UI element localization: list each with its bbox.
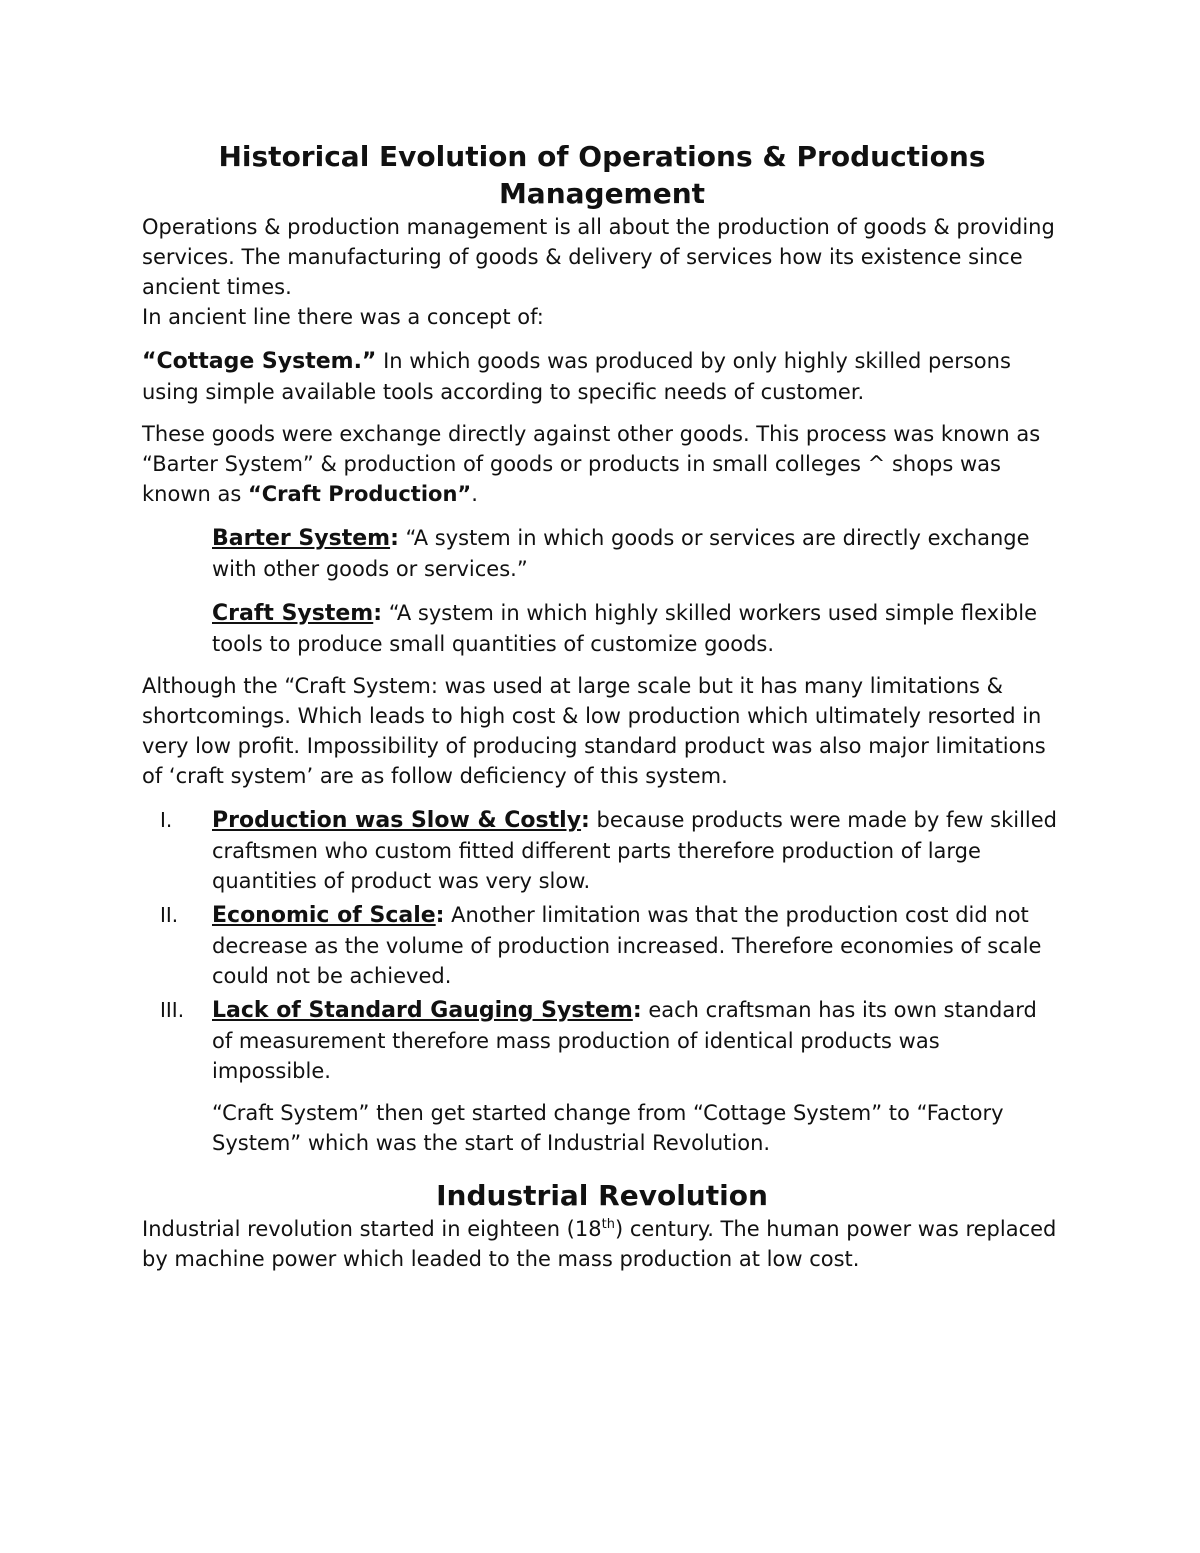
list-item bbox=[142, 900, 1062, 991]
intro-paragraph: Operations & production management is all about the production of goods & providing services. The manufacturing of goods & delivery of services how its existence since ancient times. bbox=[142, 215, 1055, 299]
definition-text: “A system in which highly skilled workers used simple flexible tools to produce small quantities of customize goods. bbox=[212, 601, 1037, 656]
definition-barter-system bbox=[212, 523, 1062, 584]
limitations-intro-paragraph: Although the “Craft System: was used at large scale but it has many limitations & shortcomings. Which leads to high cost & low production which ultimately resorted in very low profit. Impossibility of producing standard product was also major limitations of ‘craft system’ are as follow deficiency of this system. bbox=[142, 674, 1046, 788]
limitation-colon: : bbox=[581, 808, 590, 833]
definition-craft-system bbox=[212, 598, 1062, 659]
cottage-system-text: In which goods was produced by only highly skilled persons using simple available tools according to specific needs of customer. bbox=[142, 349, 1011, 404]
intro-concept-line: In ancient line there was a concept of: bbox=[142, 305, 544, 329]
limitation-colon: : bbox=[435, 903, 445, 928]
industrial-text-after: ) century. The human power was replaced by machine power which leaded to the mass production at low cost. bbox=[142, 1217, 1057, 1271]
limitations-list bbox=[142, 805, 1062, 1086]
barter-paragraph-end: . bbox=[471, 482, 478, 506]
barter-paragraph bbox=[142, 419, 1062, 509]
document-page bbox=[142, 138, 1062, 1274]
definition-term: Craft System bbox=[212, 601, 374, 626]
document-title: Historical Evolution of Operations & Productions Management bbox=[218, 140, 986, 210]
limitation-term: Economic of Scale bbox=[212, 903, 436, 928]
industrial-revolution-paragraph bbox=[142, 1214, 1062, 1274]
list-numeral: I. bbox=[160, 808, 173, 832]
industrial-text-before: Industrial revolution started in eighteen (18 bbox=[142, 1217, 602, 1241]
transition-paragraph: “Craft System” then get started change from “Cottage System” to “Factory System” which was the start of Industrial Revolution. bbox=[212, 1101, 1004, 1155]
barter-paragraph-text: These goods were exchange directly against other goods. This process was known as “Barter System” & production of goods or products in small colleges ^ shops was known as bbox=[142, 422, 1041, 506]
limitation-text: each craftsman has its own standard of measurement therefore mass production of identical products was impossible. bbox=[212, 998, 1037, 1083]
cottage-system-lead: “Cottage System.” bbox=[142, 349, 377, 374]
limitation-colon: : bbox=[632, 998, 642, 1023]
list-item bbox=[142, 995, 1062, 1086]
list-item bbox=[142, 805, 1062, 896]
definition-colon: : bbox=[390, 526, 399, 551]
definition-text: “A system in which goods or services are directly exchange with other goods or services.” bbox=[212, 526, 1030, 581]
limitation-term: Lack of Standard Gauging System bbox=[212, 998, 633, 1023]
list-numeral: II. bbox=[160, 903, 179, 927]
definition-term: Barter System bbox=[212, 526, 391, 551]
definition-colon: : bbox=[373, 601, 383, 626]
limitation-text: Another limitation was that the production cost did not decrease as the volume of production increased. Therefore economies of scale could not be achieved. bbox=[212, 903, 1042, 988]
ordinal-superscript: th bbox=[601, 1217, 615, 1232]
cottage-system-paragraph bbox=[142, 346, 1062, 407]
industrial-revolution-heading: Industrial Revolution bbox=[436, 1179, 768, 1212]
limitation-text: because products were made by few skilled craftsmen who custom fitted different parts therefore production of large quantities of product was very slow. bbox=[212, 808, 1057, 893]
craft-production-term: “Craft Production” bbox=[247, 482, 472, 506]
list-numeral: III. bbox=[160, 998, 185, 1022]
limitation-term: Production was Slow & Costly bbox=[212, 808, 582, 833]
